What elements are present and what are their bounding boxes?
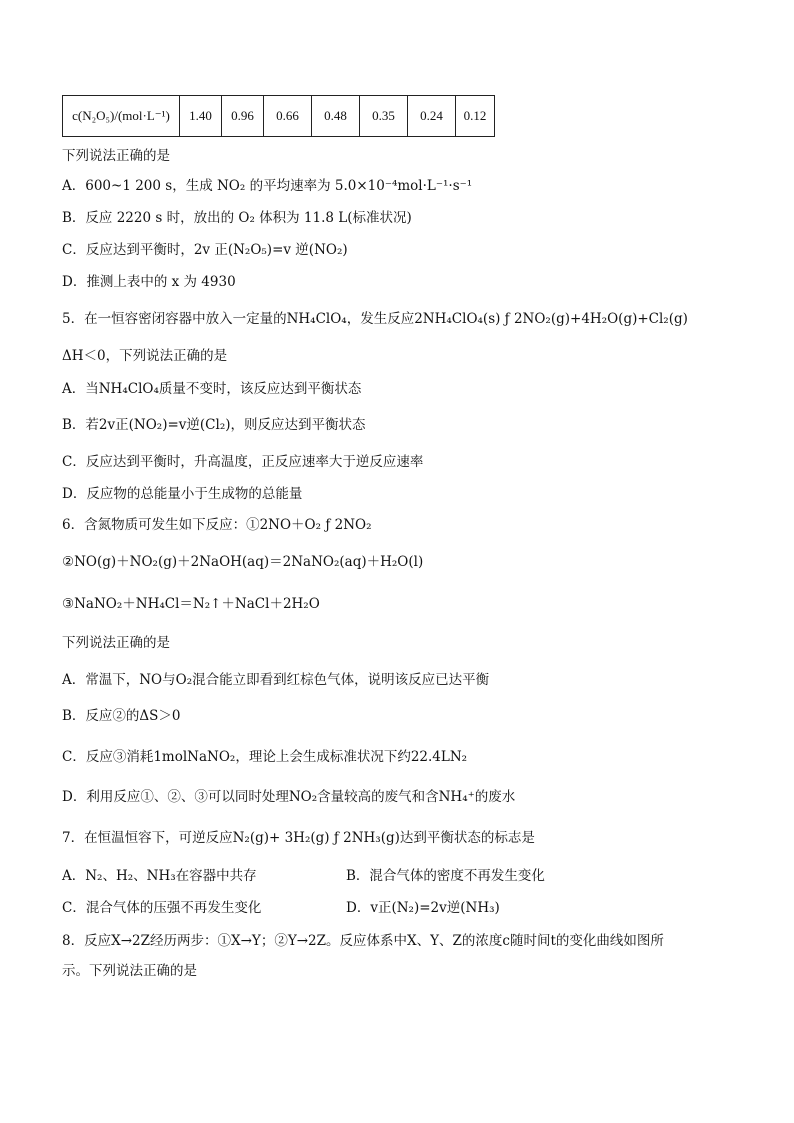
table-cell: 0.24 xyxy=(408,96,456,137)
q4-stem: 下列说法正确的是 xyxy=(62,148,170,164)
table-row xyxy=(63,96,495,137)
q4-option-d: D．推测上表中的 x 为 4930 xyxy=(62,274,236,290)
q7-option-d: D．v正(N₂)=2v逆(NH₃) xyxy=(346,900,500,916)
q8-stem-line2: 示。下列说法正确的是 xyxy=(62,963,197,979)
q7-option-c: C．混合气体的压强不再发生变化 xyxy=(62,900,262,916)
q6-option-c: C．反应③消耗1molNaNO₂，理论上会生成标准状况下约22.4LN₂ xyxy=(62,749,468,765)
q6-option-a: A．常温下，NO与O₂混合能立即看到红棕色气体，说明该反应已达平衡 xyxy=(62,672,490,688)
table-cell: 0.96 xyxy=(222,96,264,137)
q6-reaction-3: ③NaNO₂＋NH₄Cl＝N₂↑＋NaCl＋2H₂O xyxy=(62,596,320,612)
q7-option-a: A．N₂、H₂、NH₃在容器中共存 xyxy=(62,868,257,884)
q7-stem: 7．在恒温恒容下，可逆反应N₂(g)+ 3H₂(g) ƒ 2NH₃(g)达到平衡状态的标志是 xyxy=(62,830,535,846)
q6-reaction-2: ②NO(g)＋NO₂(g)＋2NaOH(aq)＝2NaNO₂(aq)＋H₂O(l) xyxy=(62,554,424,570)
q5-option-a: A．当NH₄ClO₄质量不变时，该反应达到平衡状态 xyxy=(62,381,362,397)
q6-option-b: B．反应②的ΔS＞0 xyxy=(62,708,181,724)
table-cell: 0.66 xyxy=(264,96,312,137)
table-cell: 0.48 xyxy=(312,96,360,137)
q5-stem-line1: 5．在一恒容密闭容器中放入一定量的NH₄ClO₄，发生反应2NH₄ClO₄(s) ƒ 2NO₂(g)+4H₂O(g)+Cl₂(g) xyxy=(62,311,688,327)
q4-option-a: A．600~1 200 s，生成 NO₂ 的平均速率为 5.0×10⁻⁴mol·L⁻¹·s⁻¹ xyxy=(62,178,473,194)
q6-stem: 6．含氮物质可发生如下反应：①2NO＋O₂ ƒ 2NO₂ xyxy=(62,517,372,533)
q4-option-c: C．反应达到平衡时，2v 正(N₂O₅)=v 逆(NO₂) xyxy=(62,242,348,258)
q5-option-c: C．反应达到平衡时，升高温度，正反应速率大于逆反应速率 xyxy=(62,454,424,470)
q8-stem-line1: 8．反应X→2Z经历两步：①X→Y；②Y→2Z。反应体系中X、Y、Z的浓度c随时间t的变化曲线如图所 xyxy=(62,933,664,949)
q6-stem-2: 下列说法正确的是 xyxy=(62,635,170,651)
table-cell: 0.35 xyxy=(360,96,408,137)
q4-option-b: B．反应 2220 s 时，放出的 O₂ 体积为 11.8 L(标准状况) xyxy=(62,210,412,226)
table-header-cell: c(N₂O₅)/(mol·L⁻¹) xyxy=(63,96,180,137)
q7-option-b: B．混合气体的密度不再发生变化 xyxy=(346,868,545,884)
q5-stem-line2: ΔH＜0，下列说法正确的是 xyxy=(62,348,228,364)
q5-option-b: B．若2v正(NO₂)=v逆(Cl₂)，则反应达到平衡状态 xyxy=(62,417,366,433)
table-cell: 1.40 xyxy=(180,96,222,137)
q5-option-d: D．反应物的总能量小于生成物的总能量 xyxy=(62,486,303,502)
q6-option-d: D．利用反应①、②、③可以同时处理NO₂含量较高的废气和含NH₄⁺的废水 xyxy=(62,789,516,805)
concentration-table xyxy=(62,95,495,137)
table-cell: 0.12 xyxy=(456,96,495,137)
